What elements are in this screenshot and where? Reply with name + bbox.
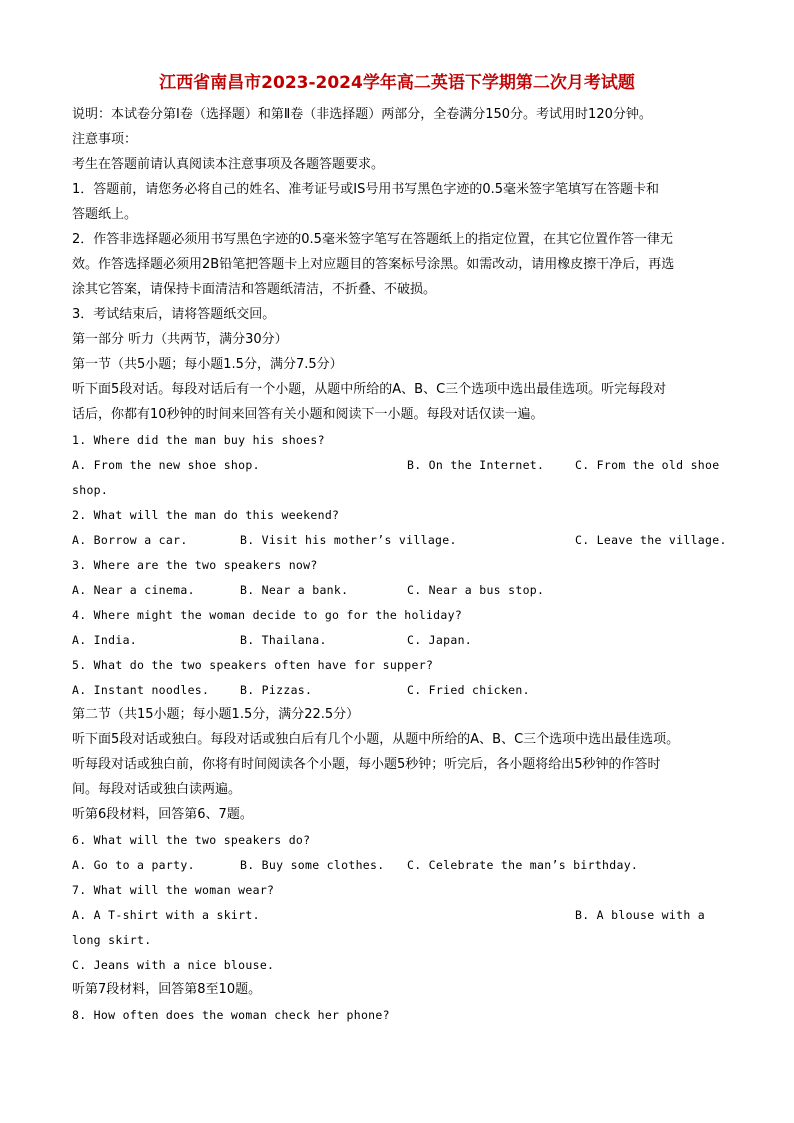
page-title: 江西省南昌市2023-2024学年高二英语下学期第二次月考试题 [159, 73, 635, 93]
question-4-option-c: C. Japan. [407, 633, 473, 647]
notice-item-2-cont: 涂其它答案，请保持卡面清洁和答题纸清洁，不折叠、不破损。 [72, 282, 437, 297]
notice-text: 考生在答题前请认真阅读本注意事项及各题答题要求。 [72, 157, 385, 172]
question-6-option-b: B. Buy some clothes. [240, 858, 385, 872]
question-4-stem: 4. Where might the woman decide to go for the holiday? [72, 608, 463, 622]
notice-item-2: 2．作答非选择题必须用书写黑色字迹的0.5毫米签字笔写在答题纸上的指定位置，在其它位置作答一律无 [72, 232, 673, 247]
question-4-option-a: A. India. [72, 633, 138, 647]
question-7-option-b-cont: long skirt. [72, 933, 152, 947]
question-8-stem: 8. How often does the woman check her phone? [72, 1008, 390, 1022]
question-5-option-b: B. Pizzas. [240, 683, 313, 697]
question-4-option-b: B. Thailana. [240, 633, 327, 647]
question-1-stem: 1. Where did the man buy his shoes? [72, 433, 325, 447]
section-one-directions-cont: 话后，你都有10秒钟的时间来回答有关小题和阅读下一小题。每段对话仅读一遍。 [72, 407, 544, 422]
material-7-heading: 听第7段材料，回答第8至10题。 [72, 982, 262, 997]
question-1-option-c-cont: shop. [72, 483, 109, 497]
section-two-directions-cont: 听每段对话或独白前，你将有时间阅读各个小题，每小题5秒钟；听完后，各小题将给出5秒钟的作答时 [72, 757, 661, 772]
question-1-option-c: C. From the old shoe [575, 458, 720, 472]
question-7-stem: 7. What will the woman wear? [72, 883, 275, 897]
section-two-directions: 听下面5段对话或独白。每段对话或独白后有几个小题，从题中所给的A、B、C三个选项中选出最佳选项。 [72, 732, 680, 747]
question-5-option-a: A. Instant noodles. [72, 683, 210, 697]
question-3-option-a: A. Near a cinema. [72, 583, 195, 597]
question-6-option-a: A. Go to a party. [72, 858, 195, 872]
question-1-option-a: A. From the new shoe shop. [72, 458, 260, 472]
notice-item-1: 1．答题前，请您务必将自己的姓名、准考证号或IS号用书写黑色字迹的0.5毫米签字笔填写在答题卡和 [72, 182, 660, 197]
section-one-directions: 听下面5段对话。每段对话后有一个小题，从题中所给的A、B、C三个选项中选出最佳选项。听完每段对 [72, 382, 667, 397]
question-3-option-b: B. Near a bank. [240, 583, 349, 597]
question-3-option-c: C. Near a bus stop. [407, 583, 545, 597]
question-7-option-a: A. A T-shirt with a skirt. [72, 908, 260, 922]
question-5-option-c: C. Fried chicken. [407, 683, 530, 697]
part-one-heading: 第一部分 听力（共两节，满分30分） [72, 332, 288, 347]
question-2-option-c: C. Leave the village. [575, 533, 727, 547]
notice-heading: 注意事项： [72, 132, 138, 147]
notice-item-3: 3．考试结束后，请将答题纸交回。 [72, 307, 276, 322]
question-1-option-b: B. On the Internet. [407, 458, 545, 472]
question-6-option-c: C. Celebrate the man’s birthday. [407, 858, 639, 872]
section-two-directions-cont: 间。每段对话或独白读两遍。 [72, 782, 242, 797]
material-6-heading: 听第6段材料，回答第6、7题。 [72, 807, 253, 822]
question-5-stem: 5. What do the two speakers often have for supper? [72, 658, 434, 672]
section-two-heading: 第二节（共15小题；每小题1.5分，满分22.5分） [72, 707, 360, 722]
question-2-option-a: A. Borrow a car. [72, 533, 188, 547]
notice-item-1-cont: 答题纸上。 [72, 207, 138, 222]
question-2-option-b: B. Visit his mother’s village. [240, 533, 457, 547]
question-7-option-c: C. Jeans with a nice blouse. [72, 958, 275, 972]
notice-item-2-cont: 效。作答选择题必须用2B铅笔把答题卡上对应题目的答案标号涂黑。如需改动，请用橡皮擦干净后，再选 [72, 257, 675, 272]
question-2-stem: 2. What will the man do this weekend? [72, 508, 340, 522]
section-one-heading: 第一节（共5小题；每小题1.5分，满分7.5分） [72, 357, 343, 372]
question-3-stem: 3. Where are the two speakers now? [72, 558, 318, 572]
exam-instructions: 说明：本试卷分第Ⅰ卷（选择题）和第Ⅱ卷（非选择题）两部分，全卷满分150分。考试用时120分钟。 [72, 107, 652, 122]
question-7-option-b: B. A blouse with a [575, 908, 706, 922]
question-6-stem: 6. What will the two speakers do? [72, 833, 311, 847]
